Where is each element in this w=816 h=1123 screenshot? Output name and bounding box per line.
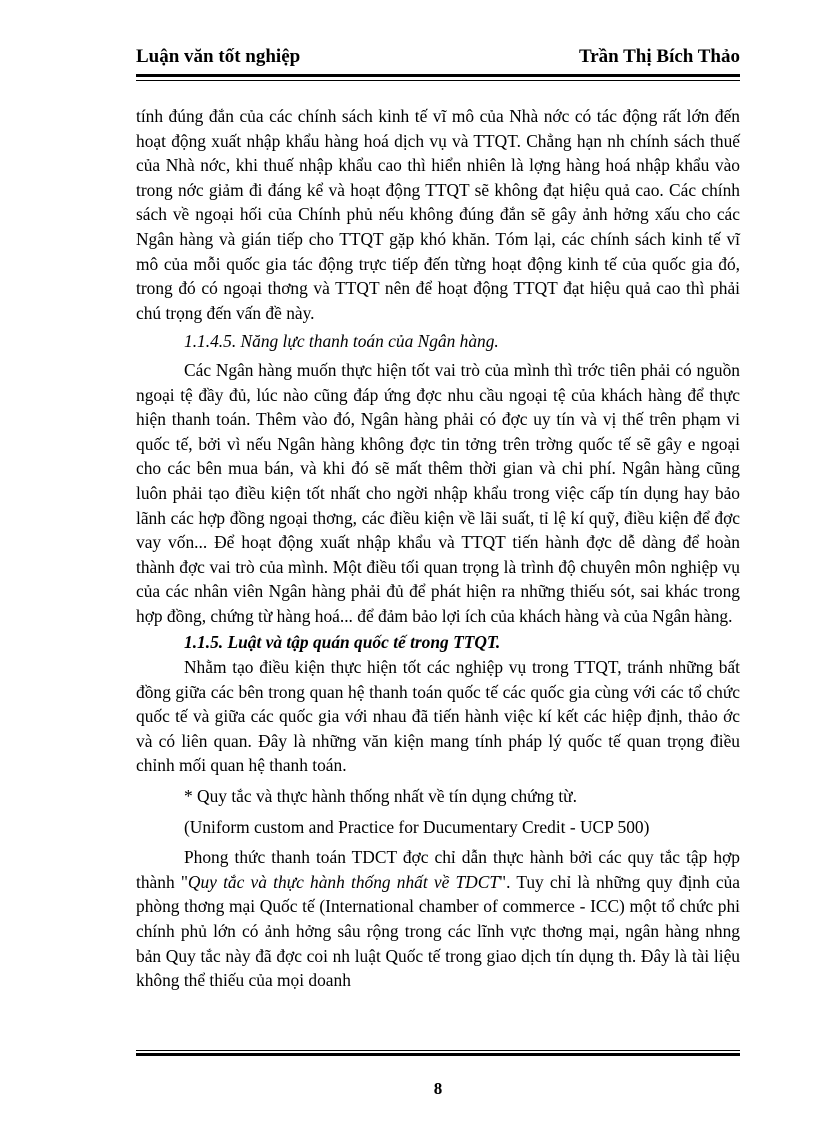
section-heading-1-1-5: 1.1.5. Luật và tập quán quốc tế trong TTQT. [184, 632, 501, 653]
header-rule-thick [136, 74, 740, 77]
paragraph-documentary-credit-part-2: ". Tuy chỉ là những quy định của phòng thơng mại Quốc tế (International chamber of commerce - ICC) một tổ chức phi chính phủ lớn có ảnh hởng sâu rộng trong các lĩnh vực thơng mại, ngân hàng nhng bản Quy tắc này đã đợc coi nh luật Quốc tế trong giao dịch tín dụng th. Đây là tài liệu không thể thiếu của mọi doanh [136, 871, 740, 991]
paragraph-documentary-credit [136, 845, 740, 993]
footer-rule-thick [136, 1053, 740, 1056]
page-header [136, 46, 740, 72]
paragraph-documentary-credit-part-1: Phong thức thanh toán TDCT đợc chỉ dẫn thực hành bởi các quy tắc tập hợp thành " [136, 847, 740, 892]
header-thesis-label: Luận văn tốt nghiệp [136, 46, 301, 67]
paragraph-ucp-500: (Uniform custom and Practice for Ducumentary Credit - UCP 500) [184, 816, 650, 837]
quoted-rule-title: Quy tắc và thực hành thống nhất về TDCT [187, 871, 500, 892]
header-rule-thin [136, 80, 740, 81]
paragraph-ucp-rules: * Quy tắc và thực hành thống nhất về tín dụng chứng từ. [184, 786, 577, 807]
page-number: 8 [433, 1079, 443, 1098]
section-heading-1-1-4-5: 1.1.4.5. Năng lực thanh toán của Ngân hàng. [184, 331, 499, 352]
header-author-name: Trần Thị Bích Thảo [578, 46, 740, 67]
footer-rule-thin [136, 1050, 740, 1051]
paragraph-payment-capacity: Các Ngân hàng muốn thực hiện tốt vai trò của mình thì trớc tiên phải có nguồn ngoại tệ đầy đủ, lúc nào cũng đáp ứng đợc nhu cầu ngoại tệ của khách hàng để thực hiện thanh toán. Thêm vào đó, Ngân hàng phải có đợc uy tín và vị thế trên phạm vi quốc tế, bởi vì nếu Ngân hàng không đợc tin tởng trên trờng quốc tế sẽ gây e ngoại cho các bên mua bán, và khi đó sẽ mất thêm thời gian và chi phí. Ngân hàng cũng luôn phải tạo điều kiện tốt nhất cho ngời nhập khẩu trong việc cấp tín dụng hay bảo lãnh các hợp đồng ngoại thơng, các điều kiện về lãi suất, tỉ lệ kí quỹ, điều kiện để đợc vay vốn... Để hoạt động xuất nhập khẩu và TTQT tiến hành đợc dễ dàng để hoàn thành đợc vai trò của mình. Một điều tối quan trọng là trình độ chuyên môn nghiệp vụ của các nhân viên Ngân hàng phải đủ để phát hiện ra những thiếu sót, sai khác trong hợp đồng, chứng từ hàng hoá... để đảm bảo lợi ích của khách hàng và của Ngân hàng. [136, 359, 740, 626]
paragraph-continuation: tính đúng đắn của các chính sách kinh tế vĩ mô của Nhà nớc có tác động rất lớn đến hoạt động xuất nhập khẩu hàng hoá dịch vụ và TTQT. Chẳng hạn nh chính sách thuế của Nhà nớc, khi thuế nhập khẩu cao thì hiển nhiên là lợng hàng hoá nhập khẩu vào trong nớc giảm đi đáng kể và hoạt động TTQT sẽ không đạt hiệu quả cao. Các chính sách về ngoại hối của Chính phủ nếu không đúng đắn sẽ gây ảnh hởng xấu cho các Ngân hàng và gián tiếp cho TTQT gặp khó khăn. Tóm lại, các chính sách kinh tế vĩ mô của mỗi quốc gia tác động trực tiếp đến từng hoạt động kinh tế của quốc gia đó, trong đó có ngoại thơng và TTQT nên để hoạt động TTQT đạt hiệu quả cao thì phải chú trọng đến vấn đề này. [136, 106, 740, 323]
body-text [136, 104, 740, 993]
paragraph-international-law: Nhằm tạo điều kiện thực hiện tốt các nghiệp vụ trong TTQT, tránh những bất đồng giữa các bên trong quan hệ thanh toán quốc tế các quốc gia cùng với các tổ chức quốc tế và giữa các quốc gia với nhau đã tiến hành việc kí kết các hiệp định, thảo ớc và có liên quan. Đây là những văn kiện mang tính pháp lý quốc tế quan trọng điều chỉnh mối quan hệ thanh toán. [136, 657, 740, 776]
